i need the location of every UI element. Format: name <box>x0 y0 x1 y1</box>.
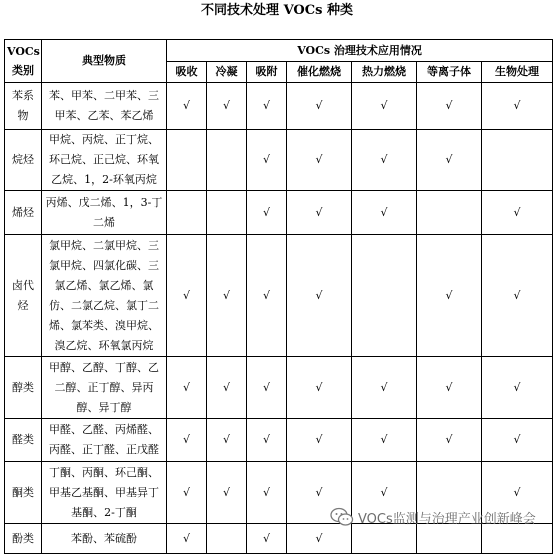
check-cell: √ <box>482 235 553 357</box>
header-category: VOCs类别 <box>5 40 42 83</box>
header-tech: 热力燃烧 <box>352 62 417 83</box>
check-cell: √ <box>167 524 207 554</box>
check-cell: √ <box>247 524 287 554</box>
check-cell: √ <box>417 235 482 357</box>
check-cell: √ <box>247 83 287 130</box>
voc-technology-table <box>4 39 553 554</box>
check-cell: √ <box>417 419 482 462</box>
check-cell: √ <box>287 235 352 357</box>
substances-cell: 苯酚、苯硫酚 <box>42 524 167 554</box>
header-substances: 典型物质 <box>42 40 167 83</box>
header-tech-group: VOCs 治理技术应用情况 <box>167 40 553 62</box>
table-row <box>5 130 553 191</box>
check-cell: √ <box>207 462 247 524</box>
check-cell: √ <box>352 419 417 462</box>
check-cell: √ <box>352 191 417 235</box>
check-cell: √ <box>247 357 287 419</box>
check-cell: √ <box>352 130 417 191</box>
check-cell: √ <box>287 524 352 554</box>
substances-cell: 丙烯、戊二烯、1，3-丁二烯 <box>42 191 167 235</box>
table-row <box>5 235 553 357</box>
check-cell: √ <box>482 419 553 462</box>
check-cell: √ <box>167 462 207 524</box>
substances-cell: 丁酮、丙酮、环己酮、甲基乙基酮、甲基异丁基酮、2-丁酮 <box>42 462 167 524</box>
check-cell: √ <box>207 83 247 130</box>
category-cell: 卤代烃 <box>5 235 42 357</box>
category-cell: 烯烃 <box>5 191 42 235</box>
check-cell <box>207 130 247 191</box>
check-cell: √ <box>287 130 352 191</box>
wechat-icon <box>330 506 354 528</box>
check-cell: √ <box>287 419 352 462</box>
check-cell: √ <box>207 419 247 462</box>
check-cell <box>352 235 417 357</box>
check-cell <box>167 130 207 191</box>
check-cell: √ <box>247 191 287 235</box>
check-cell: √ <box>167 83 207 130</box>
table-row <box>5 357 553 419</box>
check-cell: √ <box>287 357 352 419</box>
substances-cell: 甲醛、乙醛、丙烯醛、丙醛、正丁醛、正戊醛 <box>42 419 167 462</box>
category-cell: 烷烃 <box>5 130 42 191</box>
watermark-text: VOCs监测与治理产业创新峰会 <box>358 511 536 527</box>
header-tech: 催化燃烧 <box>287 62 352 83</box>
substances-cell: 甲醇、乙醇、丁醇、乙二醇、正丁醇、异丙醇、异丁醇 <box>42 357 167 419</box>
check-cell: √ <box>167 235 207 357</box>
table-row <box>5 191 553 235</box>
check-cell <box>482 130 553 191</box>
category-cell: 醛类 <box>5 419 42 462</box>
check-cell: √ <box>207 235 247 357</box>
check-cell: √ <box>417 83 482 130</box>
table-row <box>5 83 553 130</box>
check-cell: √ <box>247 130 287 191</box>
check-cell: √ <box>287 191 352 235</box>
header-tech: 等离子体 <box>417 62 482 83</box>
substances-cell: 氯甲烷、二氯甲烷、三氯甲烷、四氯化碳、三氯乙烯、氯乙烯、氯仿、二氯乙烷、氯丁二烯、氯苯类、溴甲烷、溴乙烷、环氧氯丙烷 <box>42 235 167 357</box>
substances-cell: 甲烷、丙烷、正丁烷、环己烷、正己烷、环氧乙烷、1，2-环氧丙烷 <box>42 130 167 191</box>
substances-cell: 苯、甲苯、二甲苯、三甲苯、乙苯、苯乙烯 <box>42 83 167 130</box>
category-cell: 酚类 <box>5 524 42 554</box>
check-cell: √ <box>417 357 482 419</box>
check-cell <box>167 191 207 235</box>
check-cell: √ <box>352 462 417 524</box>
table-title: 不同技术处理 VOCs 种类 <box>201 3 353 18</box>
check-cell: √ <box>482 357 553 419</box>
check-cell: √ <box>167 419 207 462</box>
check-cell: √ <box>482 462 553 524</box>
header-tech: 吸附 <box>247 62 287 83</box>
check-cell: √ <box>247 462 287 524</box>
check-cell: √ <box>207 357 247 419</box>
watermark <box>330 505 536 529</box>
category-cell: 酮类 <box>5 462 42 524</box>
check-cell <box>207 524 247 554</box>
table-row <box>5 419 553 462</box>
check-cell: √ <box>287 462 352 524</box>
check-cell <box>417 191 482 235</box>
header-tech: 生物处理 <box>482 62 553 83</box>
check-cell: √ <box>482 83 553 130</box>
check-cell: √ <box>247 235 287 357</box>
check-cell: √ <box>352 83 417 130</box>
check-cell: √ <box>352 357 417 419</box>
category-cell: 醇类 <box>5 357 42 419</box>
check-cell: √ <box>482 191 553 235</box>
check-cell: √ <box>417 130 482 191</box>
check-cell <box>207 191 247 235</box>
header-tech: 冷凝 <box>207 62 247 83</box>
check-cell: √ <box>167 357 207 419</box>
category-cell: 苯系物 <box>5 83 42 130</box>
header-tech: 吸收 <box>167 62 207 83</box>
check-cell: √ <box>247 419 287 462</box>
check-cell: √ <box>287 83 352 130</box>
